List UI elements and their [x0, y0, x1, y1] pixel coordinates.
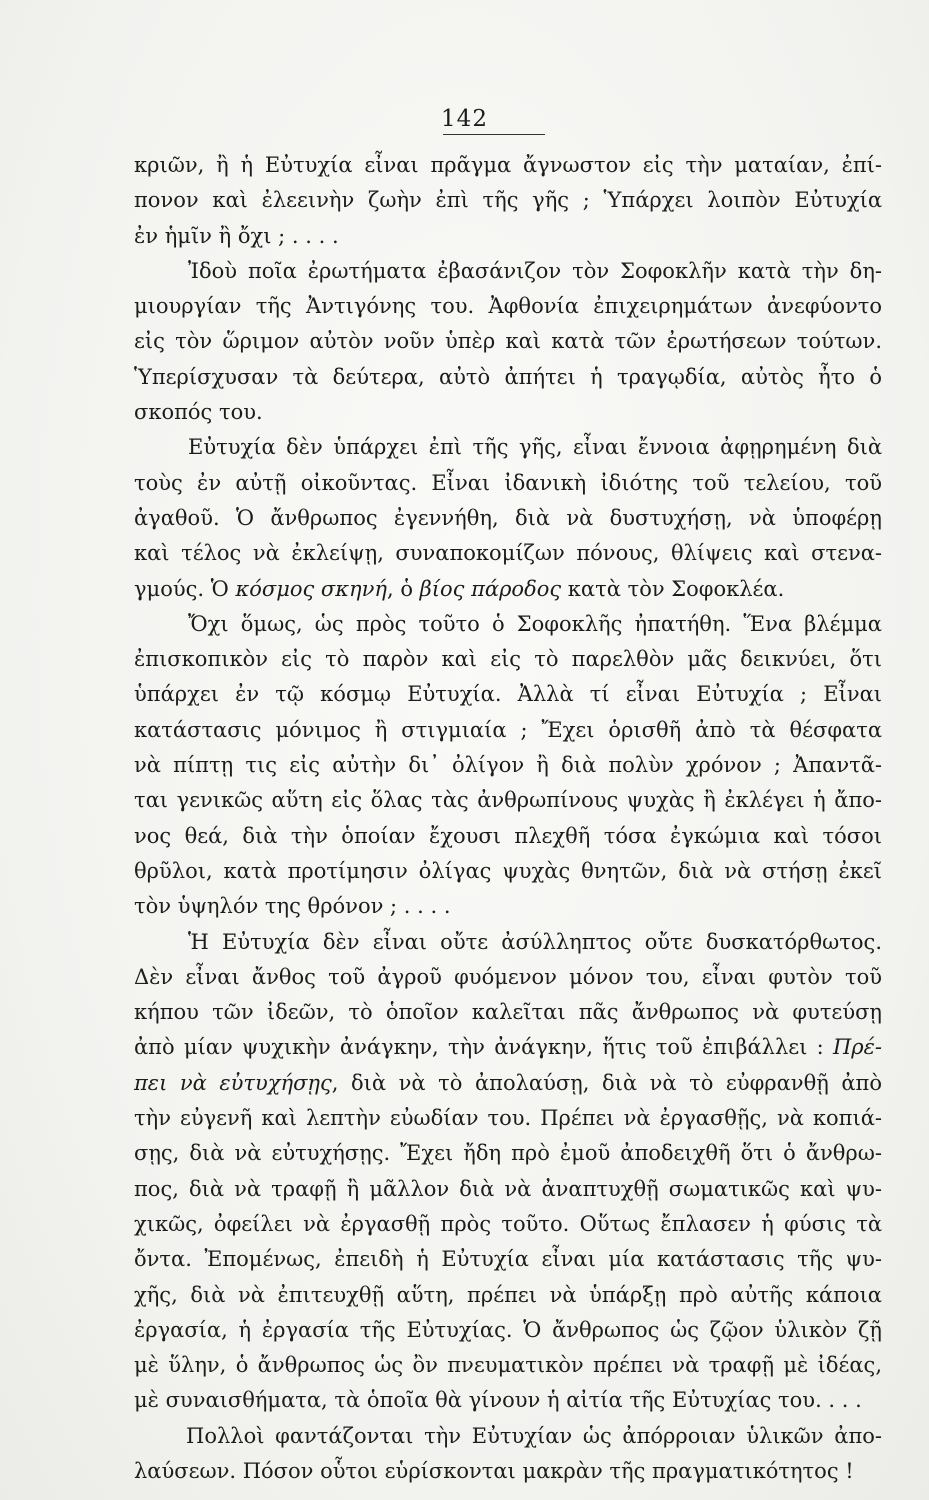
text-line: πος, διὰ νὰ τραφῇ ἢ μᾶλλον διὰ νὰ ἀναπτυχθῇ σωματικῶς καὶ ψυ- [134, 1176, 882, 1201]
text-line: θρῦλοι, κατὰ προτίμησιν ὀλίγας ψυχὰς θνητῶν, διὰ νὰ στήσῃ ἐκεῖ [134, 858, 882, 883]
header-rule [443, 134, 545, 135]
text-line: Πολλοὶ φαντάζονται τὴν Εὐτυχίαν ὡς ἀπόρροιαν ὑλικῶν ἀπο- [186, 1423, 882, 1448]
text-line: χῆς, διὰ νὰ ἐπιτευχθῇ αὕτη, πρέπει νὰ ὑπάρξῃ πρὸ αὐτῆς κάποια [134, 1282, 882, 1307]
text-line: ἀπὸ μίαν ψυχικὴν ἀνάγκην, τὴν ἀνάγκην, ἥτις τοῦ ἐπιβάλλει : Πρέ- [134, 1035, 882, 1060]
text-line: εἰς τὸν ὥριμον αὐτὸν νοῦν ὑπὲρ καὶ κατὰ τῶν ἐρωτήσεων τούτων. [134, 329, 882, 354]
text-line: Ὄχι ὅμως, ὡς πρὸς τοῦτο ὁ Σοφοκλῆς ἠπατήθη. Ἕνα βλέμμα [188, 611, 882, 636]
text-line: ἐπισκοπικὸν εἰς τὸ παρὸν καὶ εἰς τὸ παρελθὸν μᾶς δεικνύει, ὅτι [134, 647, 882, 672]
text-line: ἐν ἡμῖν ἢ ὄχι ; . . . . [134, 223, 339, 248]
text-line: μὲ συναισθήματα, τὰ ὁποῖα θὰ γίνουν ἡ αἰτία τῆς Εὐτυχίας του. . . . [134, 1388, 862, 1413]
text-line: γμούς. Ὁ κόσμος σκηνή, ὁ βίος πάροδος κατὰ τὸν Σοφοκλέα. [134, 576, 785, 601]
text-line: κριῶν, ἢ ἡ Εὐτυχία εἶναι πρᾶγμα ἄγνωστον εἰς τὴν ματαίαν, ἐπί- [134, 153, 882, 177]
text-line: σκοπός του. [134, 400, 263, 425]
text-line: νος θεά, διὰ τὴν ὁποίαν ἔχουσι πλεχθῆ τόσα ἐγκώμια καὶ τόσοι [134, 823, 882, 848]
text-line: μιουργίαν τῆς Ἀντιγόνης του. Ἀφθονία ἐπιχειρημάτων ἀνεφύοντο [134, 294, 882, 319]
text-line: πει νὰ εὐτυχήσῃς, διὰ νὰ τὸ ἀπολαύσῃ, διὰ νὰ τὸ εὐφρανθῇ ἀπὸ [134, 1070, 882, 1095]
text-line: τὴν εὐγενῆ καὶ λεπτὴν εὐωδίαν του. Πρέπει νὰ ἐργασθῇς, νὰ κοπιά- [134, 1106, 882, 1131]
text-line: Ἡ Εὐτυχία δὲν εἶναι οὔτε ἀσύλληπτος οὔτε δυσκατόρθωτος. [188, 929, 882, 954]
text-line: Δὲν εἶναι ἄνθος τοῦ ἀγροῦ φυόμενον μόνον του, εἶναι φυτὸν τοῦ [134, 964, 882, 989]
text-line: Ἰδοὺ ποῖα ἐρωτήματα ἐβασάνιζον τὸν Σοφοκλῆν κατὰ τὴν δη- [188, 258, 882, 283]
text-line: ται γενικῶς αὕτη εἰς ὅλας τὰς ἀνθρωπίνους ψυχὰς ἢ ἐκλέγει ἡ ἄπο- [134, 788, 882, 813]
text-line: χικῶς, ὀφείλει νὰ ἐργασθῇ πρὸς τοῦτο. Οὕτως ἔπλασεν ἡ φύσις τὰ [134, 1211, 882, 1236]
text-line: καὶ τέλος νὰ ἐκλείψῃ, συναποκομίζων πόνους, θλίψεις καὶ στενα- [134, 541, 882, 566]
text-line: κατάστασις μόνιμος ἢ στιγμιαία ; Ἔχει ὁρισθῆ ἀπὸ τὰ θέσφατα [134, 717, 882, 742]
text-line: κήπου τῶν ἰδεῶν, τὸ ὁποῖον καλεῖται πᾶς ἄνθρωπος νὰ φυτεύσῃ [134, 1000, 882, 1025]
text-line: μὲ ὕλην, ὁ ἄνθρωπος ὡς ὂν πνευματικὸν πρέπει νὰ τραφῇ μὲ ἰδέας, [134, 1353, 882, 1378]
body-text [134, 148, 882, 1489]
text-line: Εὐτυχία δὲν ὑπάρχει ἐπὶ τῆς γῆς, εἶναι ἔννοια ἀφῃρημένη διὰ [188, 435, 882, 460]
text-line: νὰ πίπτῃ τις εἰς αὐτὴν δι᾽ ὀλίγον ἢ διὰ πολὺν χρόνον ; Ἀπαντᾶ- [134, 753, 882, 778]
text-line: σῃς, διὰ νὰ εὐτυχήσῃς. Ἔχει ἤδη πρὸ ἐμοῦ ἀποδειχθῆ ὅτι ὁ ἄνθρω- [134, 1141, 882, 1166]
text-line: Ὑπερίσχυσαν τὰ δεύτερα, αὐτὸ ἀπήτει ἡ τραγῳδία, αὐτὸς ἦτο ὁ [134, 364, 882, 389]
text-line: ἐργασία, ἡ ἐργασία τῆς Εὐτυχίας. Ὁ ἄνθρωπος ὡς ζῷον ὑλικὸν ζῇ [134, 1317, 882, 1342]
text-line: ἀγαθοῦ. Ὁ ἄνθρωπος ἐγεννήθη, διὰ νὰ δυστυχήσῃ, νὰ ὑποφέρῃ [134, 505, 882, 530]
text-line: τοὺς ἐν αὐτῇ οἰκοῦντας. Εἶναι ἰδανικὴ ἰδιότης τοῦ τελείου, τοῦ [134, 470, 882, 495]
text-line: ὑπάρχει ἐν τῷ κόσμῳ Εὐτυχία. Ἀλλὰ τί εἶναι Εὐτυχία ; Εἶναι [134, 682, 882, 707]
text-line: ὄντα. Ἐπομένως, ἐπειδὴ ἡ Εὐτυχία εἶναι μία κατάστασις τῆς ψυ- [134, 1247, 882, 1272]
text-line: λαύσεων. Πόσον οὗτοι εὑρίσκονται μακρὰν τῆς πραγματικότητος ! [134, 1458, 854, 1483]
page-number: 142 [441, 106, 488, 132]
text-line: πονον καὶ ἐλεεινὴν ζωὴν ἐπὶ τῆς γῆς ; Ὑπάρχει λοιπὸν Εὐτυχία [134, 188, 882, 213]
text-line: τὸν ὑψηλόν της θρόνον ; . . . . [134, 894, 451, 919]
